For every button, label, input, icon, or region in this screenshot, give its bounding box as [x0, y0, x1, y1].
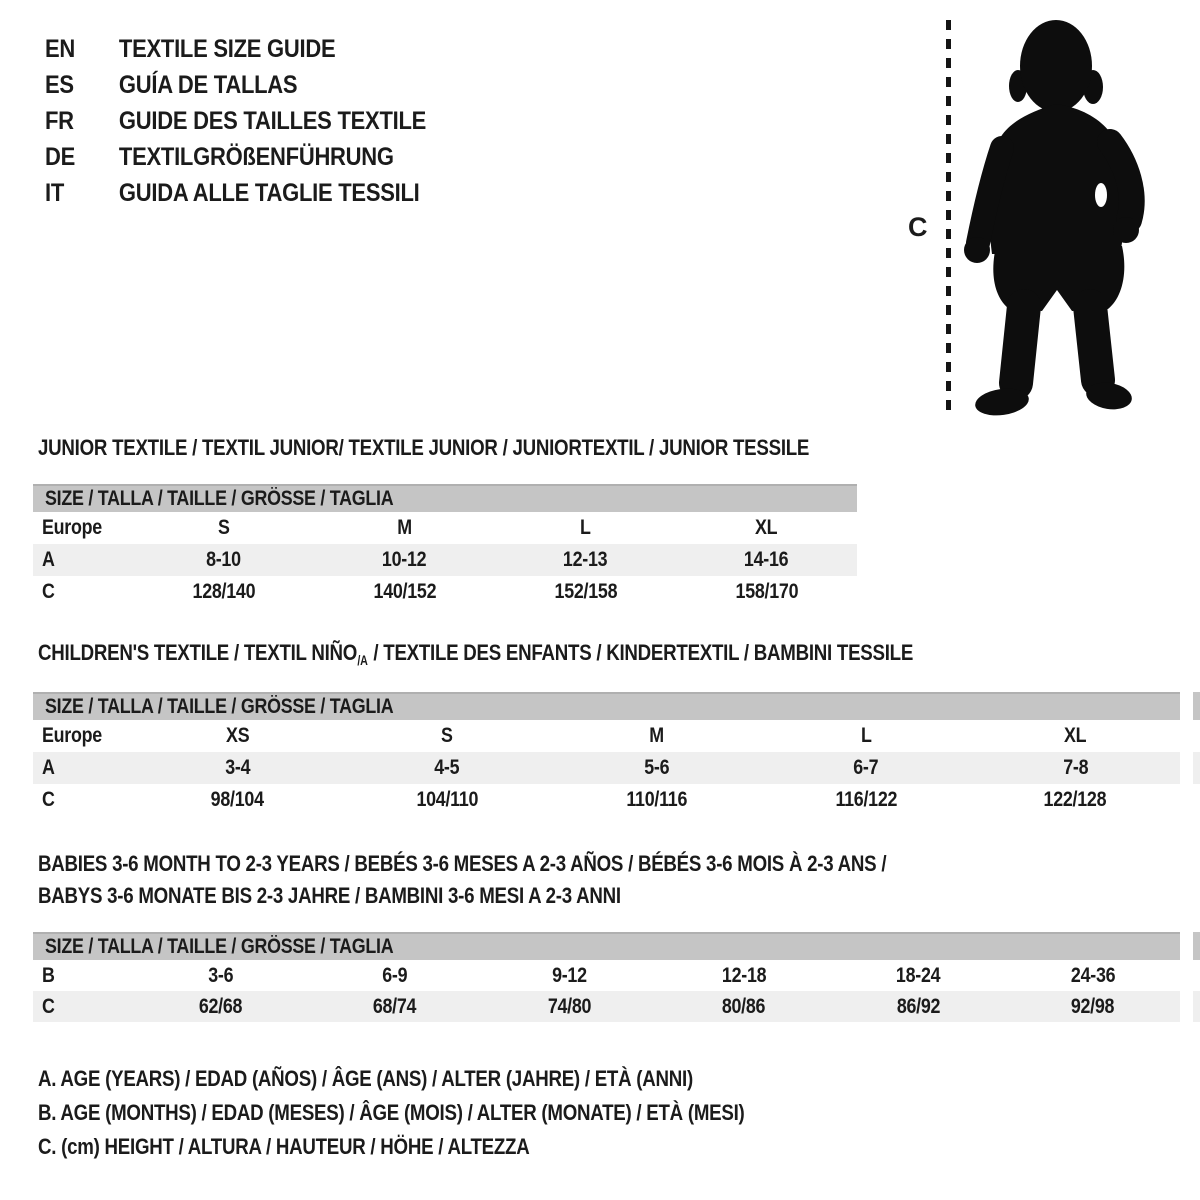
junior-heading-text: JUNIOR TEXTILE / TEXTIL JUNIOR/ TEXTILE JUNIOR / JUNIORTEXTIL / JUNIOR TESSILE [38, 435, 810, 460]
lang-code: FR [45, 106, 74, 135]
size-value-cell: 92/98 [1071, 994, 1115, 1018]
babies-section-heading-line1 [38, 851, 1036, 882]
table-row [33, 960, 1180, 991]
size-value-cell: 98/104 [211, 788, 265, 811]
size-value-cell: 86/92 [896, 994, 940, 1018]
junior-size-table [33, 484, 857, 608]
size-value-cell: 18-24 [896, 963, 941, 987]
cropped-table-edge [1193, 752, 1200, 784]
size-value-cell: 7-8 [1062, 756, 1088, 779]
size-value-cell: 122/128 [1043, 788, 1107, 811]
lang-row-es [45, 67, 426, 103]
size-value-cell: L [860, 724, 872, 747]
children-size-table [33, 692, 1180, 816]
row-label-cell: Europe [42, 516, 102, 539]
legend-line-a-text: A. AGE (YEARS) / EDAD (AÑOS) / ÂGE (ANS) / ALTER (JAHRE) / ETÀ (ANNI) [38, 1066, 693, 1091]
size-value-cell: 104/110 [416, 788, 478, 811]
row-label-cell: A [42, 756, 55, 779]
size-value-cell: 14-16 [744, 548, 789, 571]
children-heading-rest: / TEXTILE DES ENFANTS / KINDERTEXTIL / BAMBINI TESSILE [368, 640, 914, 665]
size-value-cell: 6-7 [853, 756, 879, 779]
table-row [33, 752, 1180, 784]
size-value-cell: 62/68 [198, 994, 242, 1018]
size-value-cell: M [649, 724, 664, 747]
row-label-cell: A [42, 548, 55, 571]
size-value-cell: 116/122 [835, 788, 897, 811]
size-value-cell: 3-6 [207, 963, 233, 987]
lang-code: EN [45, 34, 76, 63]
row-label-cell: C [42, 994, 55, 1018]
size-value-cell: 74/80 [547, 994, 591, 1018]
legend-line-b-text: B. AGE (MONTHS) / EDAD (MESES) / ÂGE (MOIS) / ALTER (MONATE) / ETÀ (MESI) [38, 1100, 745, 1125]
row-label-cell: C [42, 788, 55, 811]
lang-title: GUIDE DES TAILLES TEXTILE [118, 106, 427, 135]
legend-line-c [38, 1134, 869, 1168]
size-value-cell: 6-9 [382, 963, 408, 987]
toddler-silhouette-icon [962, 18, 1148, 422]
lang-code: DE [45, 142, 76, 171]
children-section-heading [38, 640, 1067, 666]
size-value-cell: 12-13 [563, 548, 608, 571]
size-value-cell: XL [1064, 724, 1087, 747]
lang-title: TEXTILGRÖßENFÜHRUNG [118, 142, 394, 171]
size-header-label: SIZE / TALLA / TAILLE / GRÖSSE / TAGLIA [45, 935, 394, 958]
legend-line-a [38, 1066, 869, 1100]
legend-line-b [38, 1100, 869, 1134]
lang-row-fr [45, 103, 426, 139]
size-value-cell: 140/152 [373, 580, 436, 603]
size-value-cell: XL [755, 516, 778, 539]
lang-row-it [45, 175, 426, 211]
children-heading-subscript: /A [357, 652, 368, 668]
lang-title: GUÍA DE TALLAS [118, 70, 298, 99]
size-value-cell: XS [226, 724, 250, 747]
babies-size-table [33, 932, 1180, 1022]
lang-title: GUIDA ALLE TAGLIE TESSILI [118, 178, 420, 207]
size-value-cell: L [580, 516, 591, 539]
size-value-cell: 10-12 [382, 548, 427, 571]
size-value-cell: 3-4 [225, 756, 251, 779]
size-value-cell: 8-10 [206, 548, 241, 571]
junior-section-heading [38, 435, 945, 461]
table-row [33, 991, 1180, 1022]
lang-code: ES [45, 70, 74, 99]
children-size-header-bar [33, 692, 1180, 720]
cropped-table-edge [1193, 932, 1200, 960]
height-measure-label: C [908, 212, 928, 242]
size-value-cell: 9-12 [551, 963, 587, 987]
size-value-cell: 12-18 [721, 963, 766, 987]
legend-block [38, 1066, 869, 1168]
size-value-cell: M [397, 516, 412, 539]
size-value-cell: 80/86 [722, 994, 766, 1018]
row-label-cell: B [42, 963, 55, 987]
children-heading-main: CHILDREN'S TEXTILE / TEXTIL NIÑO [38, 640, 358, 665]
language-title-list [45, 31, 478, 211]
row-label-cell: Europe [42, 724, 102, 747]
lang-row-de [45, 139, 426, 175]
size-value-cell: 152/158 [554, 580, 617, 603]
size-value-cell: 68/74 [373, 994, 417, 1018]
size-value-cell: 110/116 [626, 788, 687, 811]
lang-title: TEXTILE SIZE GUIDE [118, 34, 336, 63]
size-value-cell: S [441, 724, 453, 747]
size-header-label: SIZE / TALLA / TAILLE / GRÖSSE / TAGLIA [45, 695, 394, 718]
children-heading-text [38, 640, 913, 666]
babies-size-header-bar [33, 932, 1180, 960]
lang-row-en [45, 31, 426, 67]
babies-heading-line1-text: BABIES 3-6 MONTH TO 2-3 YEARS / BEBÉS 3-6 MESES A 2-3 AÑOS / BÉBÉS 3-6 MOIS À 2-3 ANS / [38, 851, 887, 876]
size-value-cell: S [217, 516, 230, 539]
junior-size-header-bar [33, 484, 857, 512]
size-value-cell: 158/170 [735, 580, 798, 603]
cropped-table-edge [1193, 991, 1200, 1022]
babies-heading-line2-text: BABYS 3-6 MONATE BIS 2-3 JAHRE / BAMBINI 3-6 MESI A 2-3 ANNI [38, 883, 621, 908]
size-header-label: SIZE / TALLA / TAILLE / GRÖSSE / TAGLIA [45, 487, 394, 510]
size-value-cell: 5-6 [643, 756, 670, 779]
table-row [33, 544, 857, 576]
size-value-cell: 128/140 [192, 580, 255, 603]
table-row [33, 784, 1180, 816]
legend-line-c-text: C. (cm) HEIGHT / ALTURA / HAUTEUR / HÖHE / ALTEZZA [38, 1134, 530, 1159]
lang-code: IT [45, 178, 65, 207]
babies-section-heading-line2 [38, 883, 724, 914]
cropped-table-edge [1193, 692, 1200, 720]
size-value-cell: 4-5 [434, 756, 460, 779]
table-row [33, 512, 857, 544]
size-value-cell: 24-36 [1070, 963, 1115, 987]
table-row [33, 720, 1180, 752]
row-label-cell: C [42, 580, 55, 603]
table-row [33, 576, 857, 608]
height-measure-dashed-line [946, 20, 951, 418]
